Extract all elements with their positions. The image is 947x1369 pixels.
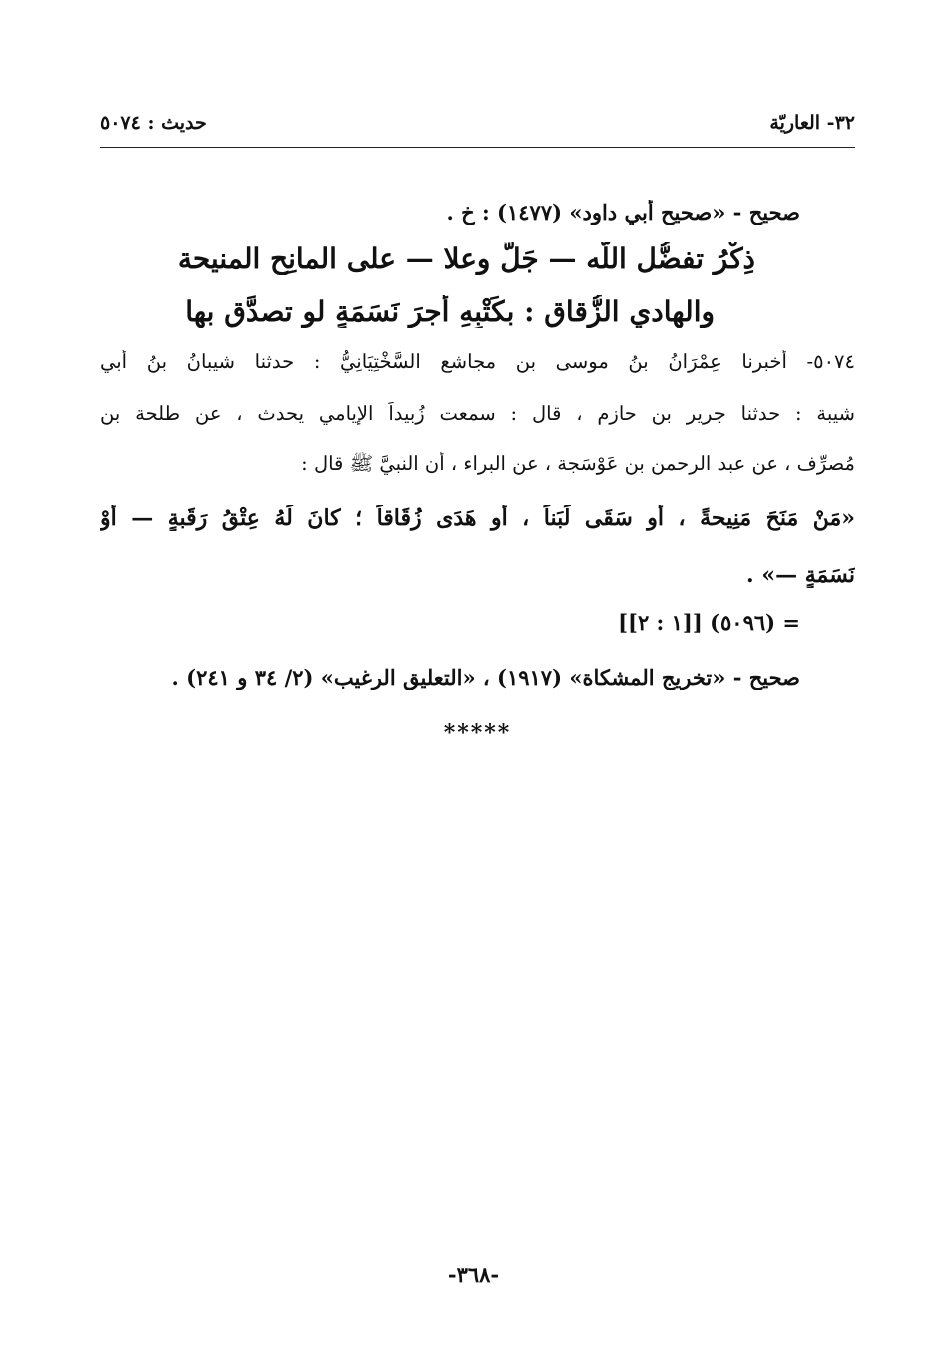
cross-reference: = (٥٠٩٦) [[١ : ٢]]	[618, 610, 800, 635]
isnad-line-2: شيبة : حدثنا جرير بن حازم ، قال : سمعت زُبيداً الإيامي يحدث ، عن طلحة بن	[100, 402, 855, 425]
matn-line-1: «مَنْ مَنَحَ مَنِيحةً ، أو سَقَى لَبَناً ، أو هَدَى زُقَاقاً ؛ كانَ لَهُ عِتْقُ رَقَبةٍ — أوْ	[100, 505, 855, 531]
header-divider	[100, 147, 855, 148]
chapter-title: ٣٢- العاريّة	[769, 112, 855, 134]
isnad-line-1: ٥٠٧٤- أخبرنا عِمْرَانُ بنُ موسى بن مجاشع السَّخْتِيَانِيُّ : حدثنا شيبانُ بنُ أبي	[100, 350, 855, 373]
section-title-line-1: ذِكْرُ تفضُّل اللّه — جَلَّ وعلا — على المانِح المنيحة	[177, 242, 755, 275]
section-title-line-2: والهادي الزُّقاق : بكَتْبِهِ أجرَ نَسَمَةٍ لو تصدَّق بها	[185, 295, 715, 328]
grading-note-top: صحيح - «صحيح أبي داود» (١٤٧٧) : خ .	[446, 200, 800, 225]
matn-line-2: نَسَمَةٍ —» .	[746, 562, 855, 588]
hadith-number-ref: حديث : ٥٠٧٤	[100, 112, 207, 134]
isnad-line-3: مُصرِّف ، عن عبد الرحمن بن عَوْسَجة ، عن البراء ، أن النبيَّ ﷺ قال :	[301, 452, 855, 475]
grading-note-bottom: صحيح - «تخريج المشكاة» (١٩١٧) ، «التعليق الرغيب» (٢/ ٣٤ و ٢٤١) .	[171, 665, 800, 690]
page-number: -٣٦٨-	[447, 1262, 500, 1287]
section-separator: *****	[443, 720, 512, 746]
running-header	[100, 110, 855, 140]
